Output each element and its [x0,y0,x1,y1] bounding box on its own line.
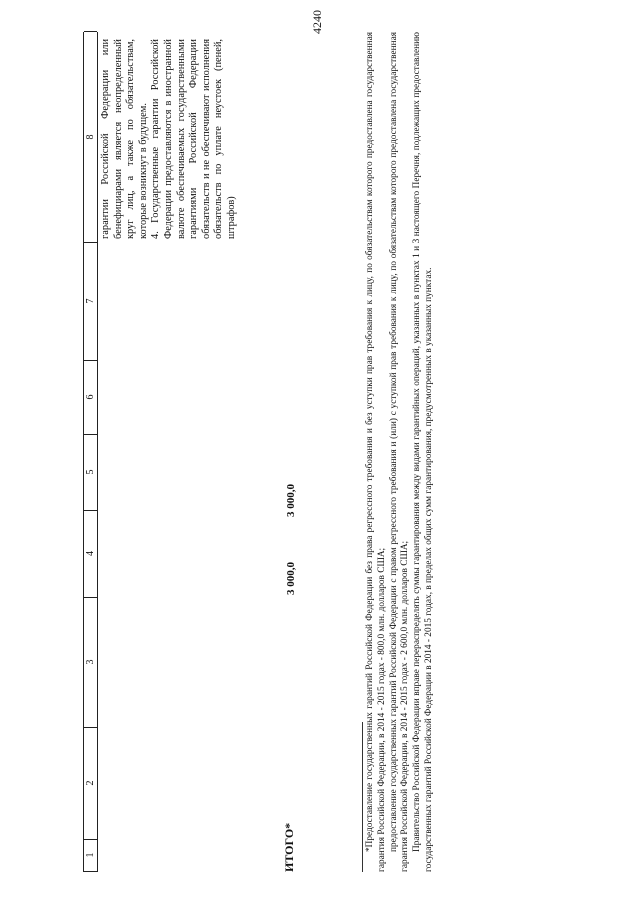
header-cell-8: 8 [84,31,97,243]
total-col4: 3 000,0 [285,562,297,595]
rotated-sheet [20,12,620,892]
footnote-1: *Предоставление государственных гарантий Российской Федерации без права регрессного требования и без уступки прав требования к лицу, по обязательствам которого предоставлена государственная гарантия Российской Федерации, в 2014 - 2015 годах - 800,0 млн. долларов США; [365,32,387,872]
header-cell-5: 5 [84,434,97,511]
header-cell-3: 3 [84,597,97,728]
page-number: 4240 [310,10,324,34]
header-cell-6: 6 [84,360,97,435]
footnote-rule [362,722,363,872]
footnotes [365,32,436,872]
column-8-text [100,39,239,239]
header-cell-4: 4 [84,510,97,598]
table-header-row [83,32,98,872]
col8-paragraph-1: гарантии Российской Федерации или бенефициарами является неопределенный круг лиц, а также по обязательствам, которые возникнут в будущем. [100,39,149,239]
header-cell-1: 1 [84,839,97,872]
col8-paragraph-2: 4. Государственные гарантии Российской Федерации предоставляются в иностранной валюте обеспечиваемых государственными гарантиями Российской Федерации обязательств и не обеспечивают исполнения обязательств по уплате неустоек (пеней, штрафов) [150,39,237,239]
footnote-2: предоставление государственных гарантий Российской Федерации с правом регрессного требования и (или) с уступкой прав требования к лицу, по обязательствам которого предоставлена государственная гарантия Российской Федерации, в 2014 - 2015 годах - 2 600,0 млн. долларов США; [388,32,411,872]
footnote-3: Правительство Российской Федерации вправе перераспределять суммы гарантирования между видами гарантийных операций, указанных в пунктах 1 и 3 настоящего Перечня, подлежащих предоставлению государственных гарантий Российской Федерации в 2014 - 2015 годах, в пределах общих сумм гарантирования, предусмотренных в указанных пунктах. [412,32,434,872]
header-cell-7: 7 [84,242,97,361]
header-cell-2: 2 [84,727,97,840]
total-label: ИТОГО* [282,822,296,872]
total-col5: 3 000,0 [285,484,297,517]
